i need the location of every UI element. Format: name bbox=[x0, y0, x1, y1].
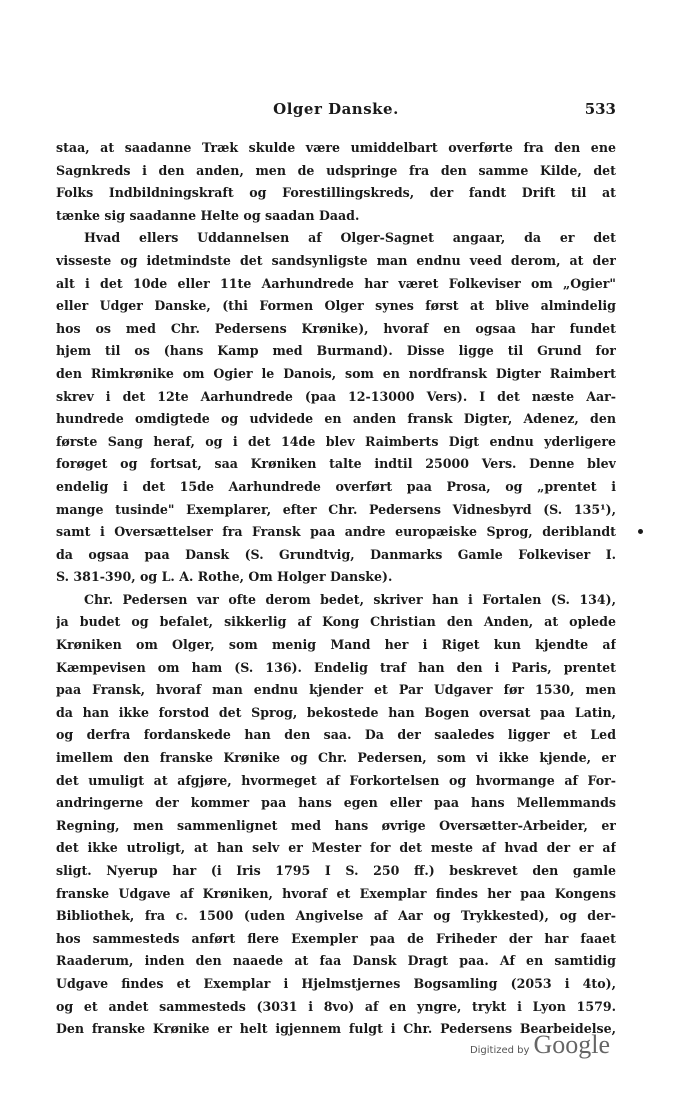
running-title: Olger Danske. bbox=[273, 100, 399, 118]
text-line: alt i det 10de eller 11te Aarhundrede har været Folkeviser om „Ogier" bbox=[56, 275, 616, 291]
margin-ink-dot bbox=[638, 529, 643, 534]
text-line: imellem den franske Krønike og Chr. Pedersen, som vi ikke kjende, er bbox=[56, 750, 616, 766]
text-line: mange tusinde" Exemplarer, efter Chr. Pedersens Vidnesbyrd (S. 135¹), bbox=[56, 501, 616, 517]
text-line: staa, at saadanne Træk skulde være umiddelbart overførte fra den ene bbox=[56, 140, 616, 155]
text-line: sligt. Nyerup har (i Iris 1795 I S. 250 ff.) beskrevet den gamle bbox=[56, 863, 616, 878]
text-line: Folks Indbildningskraft og Forestillingskreds, der fandt Drift til at bbox=[56, 185, 616, 201]
text-line: paa Fransk, hvoraf man endnu kjender et Par Udgaver før 1530, men bbox=[56, 682, 616, 698]
text-line: forøget og fortsat, saa Krøniken talte indtil 25000 Vers. Denne blev bbox=[56, 456, 616, 472]
text-line: Raaderum, inden den naaede at faa Dansk Dragt paa. Af en samtidig bbox=[56, 953, 616, 969]
text-line: hundrede omdigtede og udvidede en anden fransk Digter, Adenez, den bbox=[56, 411, 616, 427]
google-logo: Google bbox=[533, 1030, 610, 1059]
page-number: 533 bbox=[584, 100, 616, 118]
text-line: og et andet sammesteds (3031 i 8vo) af en yngre, trykt i Lyon 1579. bbox=[56, 998, 616, 1014]
text-line: første Sang heraf, og i det 14de blev Raimberts Digt endnu yderligere bbox=[56, 433, 616, 449]
text-line: Sagnkreds i den anden, men de udspringe fra den samme Kilde, det bbox=[56, 162, 616, 178]
text-line: ja budet og befalet, sikkerlig af Kong Christian den Anden, at oplede bbox=[56, 614, 616, 630]
text-line: det umuligt at afgjøre, hvormeget af Forkortelsen og hvormange af For- bbox=[56, 772, 616, 788]
text-line: Udgave findes et Exemplar i Hjelmstjernes Bogsamling (2053 i 4to), bbox=[56, 975, 616, 991]
text-line: hjem til os (hans Kamp med Burmand). Disse ligge til Grund for bbox=[56, 343, 616, 359]
text-line: franske Udgave af Krøniken, hvoraf et Exemplar findes her paa Kongens bbox=[56, 885, 616, 901]
digitized-prefix: Digitized by bbox=[469, 1045, 530, 1056]
text-line: det ikke utroligt, at han selv er Mester for det meste af hvad der er af bbox=[56, 840, 616, 856]
digitized-watermark bbox=[470, 1030, 610, 1060]
text-line: tænke sig saadanne Helte og saadan Daad. bbox=[56, 207, 360, 223]
text-line: visseste og idetmindste det sandsynligste man endnu veed derom, at der bbox=[56, 252, 616, 268]
text-line: Regning, men sammenlignet med hans øvrige Oversætter-Arbeider, er bbox=[56, 817, 616, 833]
text-line: den Rimkrønike om Ogier le Danois, som en nordfransk Digter Raimbert bbox=[56, 365, 616, 381]
text-line: og derfra fordanskede han den saa. Da der saaledes ligger et Led bbox=[56, 727, 616, 743]
text-line: S. 381-390, og L. A. Rothe, Om Holger Danske). bbox=[56, 569, 393, 585]
running-head bbox=[56, 100, 616, 120]
text-line: skrev i det 12te Aarhundrede (paa 12-13000 Vers). I det næste Aar- bbox=[56, 388, 616, 404]
body-text bbox=[56, 137, 616, 1041]
text-line: hos sammesteds anført flere Exempler paa de Friheder der har faaet bbox=[56, 930, 616, 946]
text-line: hos os med Chr. Pedersens Krønike), hvoraf en ogsaa har fundet bbox=[56, 320, 616, 336]
text-line: Bibliothek, fra c. 1500 (uden Angivelse af Aar og Trykkested), og der- bbox=[56, 908, 616, 924]
text-line: da ogsaa paa Dansk (S. Grundtvig, Danmarks Gamle Folkeviser I. bbox=[56, 546, 616, 562]
text-line: Den franske Krønike er helt igjennem fulgt i Chr. Pedersens Bearbeidelse, bbox=[56, 1021, 616, 1037]
text-line: endelig i det 15de Aarhundrede overført paa Prosa, og „prentet i bbox=[56, 478, 616, 494]
text-line: Kæmpevisen om ham (S. 136). Endelig traf han den i Paris, prentet bbox=[56, 659, 616, 675]
text-line: da han ikke forstod det Sprog, bekostede han Bogen oversat paa Latin, bbox=[56, 704, 616, 720]
text-line: Chr. Pedersen var ofte derom bedet, skriver han i Fortalen (S. 134), bbox=[84, 591, 616, 607]
text-line: Krøniken om Olger, som menig Mand her i Riget kun kjendte af bbox=[56, 637, 616, 653]
text-line: samt i Oversættelser fra Fransk paa andre europæiske Sprog, deriblandt bbox=[56, 524, 616, 540]
text-line: Hvad ellers Uddannelsen af Olger-Sagnet angaar, da er det bbox=[84, 230, 616, 246]
text-line: andringerne der kommer paa hans egen eller paa hans Mellemmands bbox=[56, 795, 616, 811]
text-line: eller Udger Danske, (thi Formen Olger synes først at blive almindelig bbox=[56, 298, 616, 314]
